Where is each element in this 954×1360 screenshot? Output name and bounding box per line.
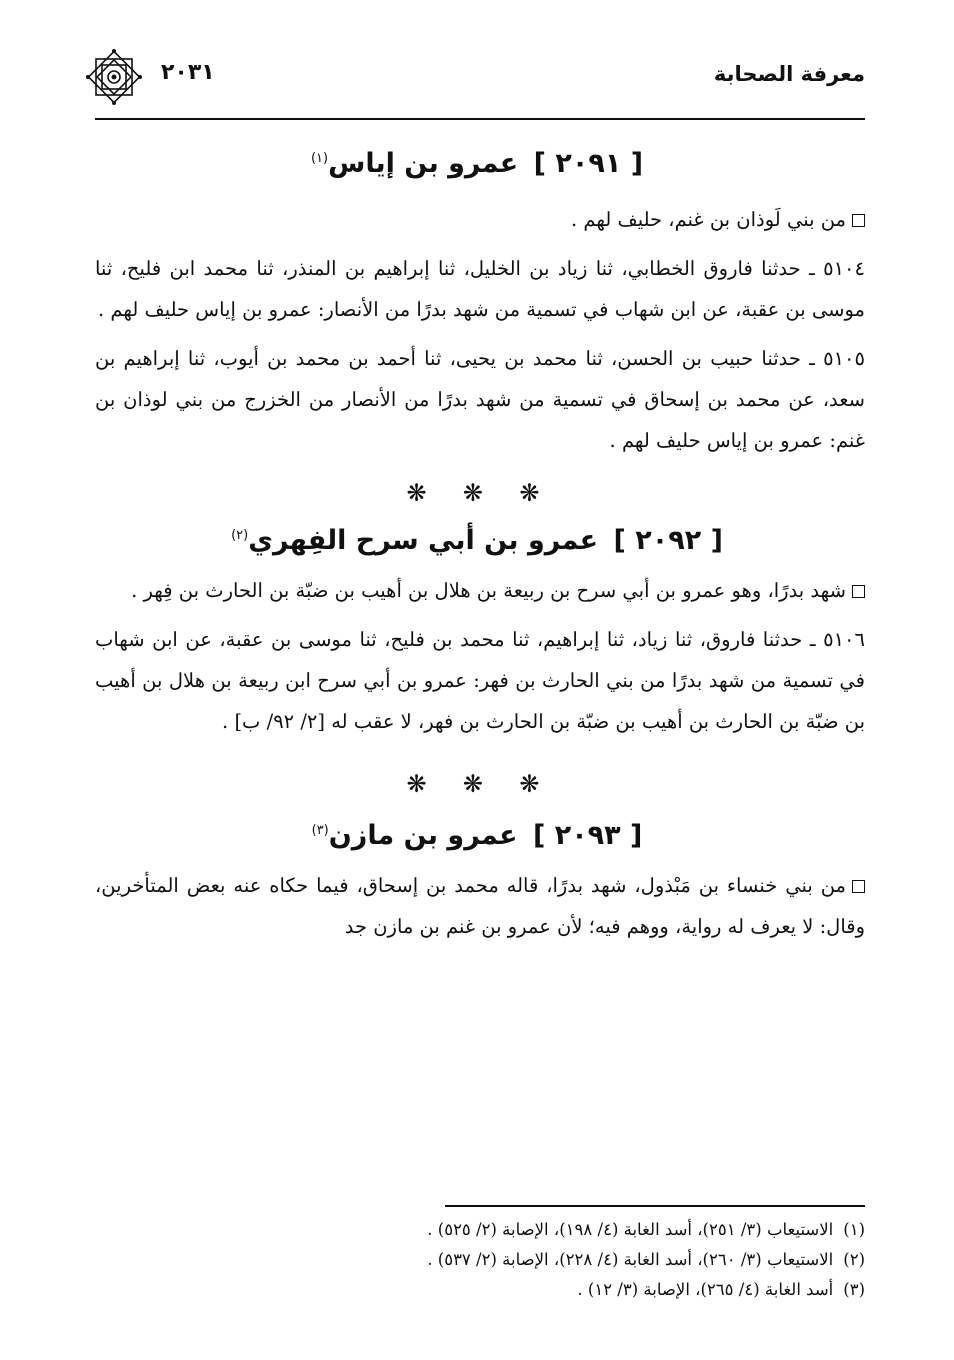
page-number: ٢٠٣١ [161, 60, 215, 85]
entry-name: عمرو بن إياس [328, 148, 519, 179]
entry-intro [95, 865, 865, 947]
entry-intro [95, 199, 865, 240]
entry-heading-2091 [95, 146, 865, 181]
square-bullet-icon [852, 214, 865, 227]
footnotes-list [95, 1215, 865, 1305]
entry-intro-text: من بني خنساء بن مَبْذول، شهد بدرًا، قاله محمد بن إسحاق، فيما حكاه عنه بعض المتأخرين، وقال: لا يعرف له رواية، ووهم فيه؛ لأن عمرو بن غنم بن مازن جد [95, 874, 865, 939]
entry-number: [ ٢٠٩٣ ] [532, 820, 643, 852]
entry-name: عمرو بن أبي سرح الفِهري [248, 525, 599, 557]
footnote-ref: (١) [310, 151, 329, 166]
footnote-number: (٢) [843, 1250, 865, 1269]
square-bullet-icon [852, 585, 865, 598]
footnote-item [95, 1215, 865, 1245]
ornament-icon [83, 46, 145, 108]
footnote-text: أسد الغابة (٤/ ٢٦٥)، الإصابة (٣/ ١٢) . [577, 1280, 834, 1299]
entry-intro-text: شهد بدرًا، وهو عمرو بن أبي سرح بن ربيعة بن هلال بن أهيب بن ضبّة بن الحارث بن فِهر . [131, 579, 846, 603]
footnote-text: الاستيعاب (٣/ ٢٦٠)، أسد الغابة (٤/ ٢٢٨)، الإصابة (٢/ ٥٣٧) . [427, 1250, 834, 1269]
book-page [95, 40, 865, 1330]
entry-intro [95, 570, 865, 611]
square-bullet-icon [852, 880, 865, 893]
footnote-divider [445, 1205, 865, 1207]
footnote-ref: (٣) [311, 823, 329, 839]
page-header [95, 40, 865, 120]
entry-heading-2092 [95, 523, 865, 558]
footnote-text: الاستيعاب (٣/ ٢٥١)، أسد الغابة (٤/ ١٩٨)، الإصابة (٢/ ٥٢٥) . [427, 1220, 834, 1239]
footnote-number: (١) [843, 1220, 865, 1239]
entry-heading-2093 [95, 818, 865, 853]
footnote-ref: (٢) [231, 528, 249, 544]
section-separator: ❋ ❋ ❋ [406, 479, 554, 508]
entry-name: عمرو بن مازن [328, 820, 518, 852]
footnote-item [95, 1275, 865, 1305]
hadith-5105: ٥١٠٥ ـ حدثنا حبيب بن الحسن، ثنا محمد بن يحيى، ثنا أحمد بن محمد بن أيوب، ثنا إبراهيم بن سعد، عن محمد بن إسحاق في تسمية من شهد بدرًا من الأنصار من الخزرج من بني لوذان بن غنم: عمرو بن إياس حليف لهم . [95, 347, 865, 453]
book-title: معرفة الصحابة [713, 62, 865, 86]
footnote-item [95, 1245, 865, 1275]
hadith-5104: ٥١٠٤ ـ حدثنا فاروق الخطابي، ثنا زياد بن الخليل، ثنا إبراهيم بن المنذر، ثنا محمد ابن فليح، ثنا موسى بن عقبة، عن ابن شهاب في تسمية من شهد بدرًا من الأنصار: عمرو بن إياس حليف لهم . [95, 257, 865, 322]
hadith-5106: ٥١٠٦ ـ حدثنا فاروق، ثنا زياد، ثنا إبراهيم، ثنا محمد بن فليح، ثنا موسى بن عقبة، عن ابن شهاب في تسمية من شهد بدرًا من بني الحارث بن فهر: عمرو بن أبي سرح ابن ربيعة بن هلال بن أهيب بن ضبّة بن الحارث بن أهيب بن ضبّة بن الحارث بن فهر، لا عقب له [٢/ ٩٢/ ب] . [95, 628, 865, 734]
entry-number: [ ٢٠٩١ ] [533, 148, 644, 179]
entry-number: [ ٢٠٩٢ ] [613, 525, 723, 557]
section-separator: ❋ ❋ ❋ [406, 770, 554, 799]
entry-intro-text: من بني لَوذان بن غنم، حليف لهم . [571, 208, 846, 232]
footnote-number: (٣) [843, 1280, 865, 1299]
